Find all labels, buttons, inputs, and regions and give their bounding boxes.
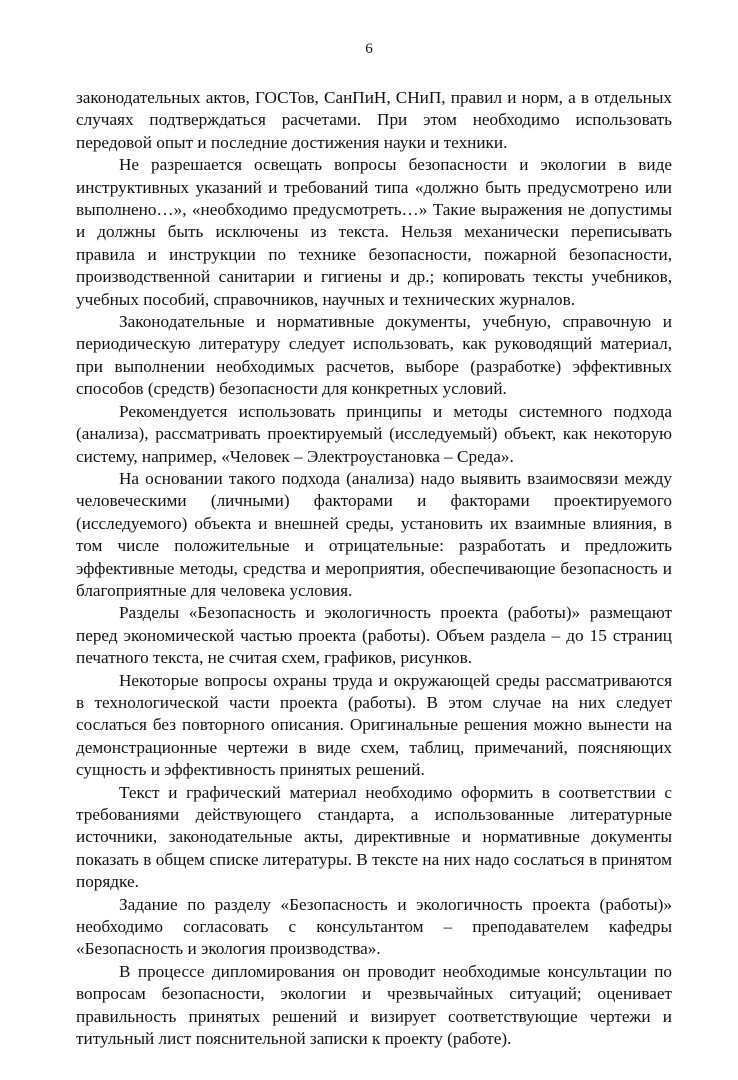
paragraph-system-approach: Рекомендуется использовать принципы и методы системного подхода (анализа), рассматривать проектируемый (исследуемый) объект, как некоторую систему, например, «Человек – Электроустановка – Среда». — [76, 401, 672, 466]
paragraph-consultations: В процессе дипломирования он проводит необходимые консультации по вопросам безопасности, экологии и чрезвычайных ситуаций; оценивает правильность принятых решений и визирует соответствующие чертежи и титульный лист пояснительной записки к проекту (работе). — [76, 961, 672, 1049]
paragraph-formatting-requirements: Текст и графический материал необходимо оформить в соответствии с требованиями действующего стандарта, а использованные литературные источники, законодательные акты, директивные и нормативные документы показать в общем списке литературы. В тексте на них надо сослаться в принятом порядке. — [76, 782, 672, 892]
paragraph-use-of-documents: Законодательные и нормативные документы, учебную, справочную и периодическую литературу следует использовать, как руководящий материал, при выполнении необходимых расчетов, выборе (разработке) эффективных способов (средств) безопасности для конкретных условий. — [76, 312, 672, 399]
paragraph-section-placement: Разделы «Безопасность и экологичность проекта (работы)» размещают перед экономической частью проекта (работы). Объем раздела – до 15 страниц печатного текста, не считая схем, графиков, рисунков. — [76, 603, 672, 668]
paragraph-interrelations: На основании такого подхода (анализа) надо выявить взаимосвязи между человеческими (личными) факторами и факторами проектируемого (исследуемого) объекта и внешней среды, установить их взаимные влияния, в том числе положительные и отрицательные: разработать и предложить эффективные методы, средства и мероприятия, обеспечивающие безопасность и благоприятные для человека условия. — [76, 468, 672, 600]
paragraph-technological-part: Некоторые вопросы охраны труда и окружающей среды рассматриваются в технологической части проекта (работы). В этом случае на них следует сослаться без повторного описания. Оригинальные решения можно вынести на демонстрационные чертежи в виде схем, таблиц, примечаний, поясняющих сущность и эффективность принятых решений. — [76, 670, 672, 780]
document-body — [76, 87, 672, 1050]
paragraph-assignment-approval: Задание по разделу «Безопасность и экологичность проекта (работы)» необходимо согласовать с консультантом – преподавателем кафедры «Безопасность и экология производства». — [76, 894, 672, 959]
page-number: 6 — [365, 41, 373, 57]
paragraph-continuation: законодательных актов, ГОСТов, СанПиН, СНиП, правил и норм, а в отдельных случаях подтверждаться расчетами. При этом необходимо использовать передовой опыт и последние достижения науки и техники. — [76, 88, 672, 152]
paragraph-no-instructive-wording: Не разрешается освещать вопросы безопасности и экологии в виде инструктивных указаний и требований типа «должно быть предусмотрено или выполнено…», «необходимо предусмотреть…» Такие выражения не допустимы и должны быть исключены из текста. Нельзя механически переписывать правила и инструкции по технике безопасности, пожарной безопасности, производственной санитарии и гигиены и др.; копировать тексты учебников, учебных пособий, справочников, научных и технических журналов. — [76, 155, 672, 309]
